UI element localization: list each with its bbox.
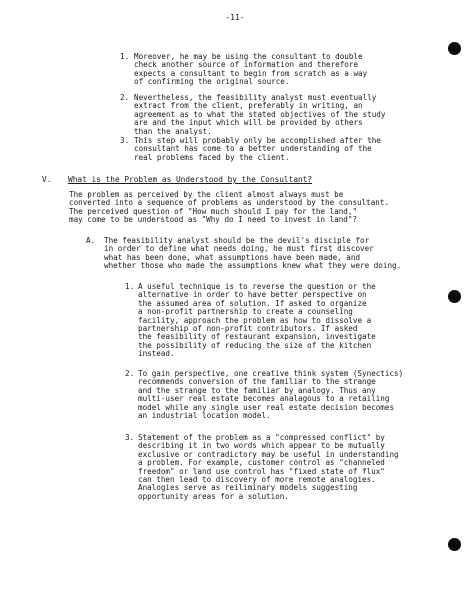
text-line: may come to be understood as "Why do I need to invest in land"? bbox=[69, 215, 358, 225]
punch-hole-middle bbox=[448, 290, 461, 303]
text-line: partnership of non-profit contributors. If asked bbox=[138, 324, 358, 334]
text-line: freedom" or land use control has "fixed state of flux" bbox=[138, 466, 385, 476]
list-item-number: 3. bbox=[125, 433, 135, 442]
list-item bbox=[138, 434, 399, 501]
list-item bbox=[134, 137, 381, 162]
text-line: can then lead to discovery of more remote analogies. bbox=[138, 475, 376, 485]
text-line: alternative in order to have better perspective on bbox=[138, 290, 367, 300]
list-item-number: 2. bbox=[125, 369, 135, 378]
text-line: a non-profit partnership to create a counseling bbox=[138, 307, 353, 317]
text-line: The problem as perceived by the client almost always must be bbox=[69, 190, 344, 199]
list-item-number: 1. bbox=[120, 52, 130, 61]
text-line: check another source of information and therefore bbox=[134, 60, 359, 70]
text-line: an industrial location model. bbox=[138, 411, 271, 421]
section-title: What is the Problem as Understood by the Consultant? bbox=[68, 175, 313, 184]
text-line: whether those who made the assumptions knew what they were doing. bbox=[104, 261, 402, 271]
text-line: the assumed area of solution. If asked to organize bbox=[138, 298, 367, 308]
text-line: converted into a sequence of problems as understood by the consultant. bbox=[69, 198, 390, 208]
text-line: To gain perspective, one creative think system (Synectics) bbox=[138, 369, 404, 378]
list-item bbox=[138, 370, 403, 420]
text-line: agreement as to what the stated objectives of the study bbox=[134, 109, 386, 119]
subsection-letter: A. bbox=[86, 236, 96, 245]
text-line: This step will probably only be accomplished after the bbox=[134, 136, 381, 145]
list-item bbox=[134, 94, 385, 136]
text-line: are and the input which will be provided by others bbox=[134, 118, 363, 128]
list-item-number: 3. bbox=[120, 136, 130, 145]
text-line: Moreover, he may be using the consultant to double bbox=[134, 52, 363, 61]
text-line: opportunity areas for a solution. bbox=[138, 491, 289, 501]
punch-hole-bottom bbox=[448, 538, 461, 551]
text-line: what has been done, what assumptions have been made, and bbox=[104, 252, 361, 262]
text-line: in order to define what needs doing, he must first discover bbox=[104, 244, 374, 254]
punch-hole-top bbox=[448, 42, 461, 55]
text-line: the possibility of reducing the size of the kitchen bbox=[138, 340, 372, 350]
text-line: recommends conversion of the familiar to the strange bbox=[138, 377, 376, 387]
section-paragraph bbox=[69, 191, 389, 225]
text-line: extract from the client, preferably in writing, an bbox=[134, 101, 363, 111]
text-line: expects a consultant to begin from scratch as a way bbox=[134, 68, 368, 78]
text-line: consultant has come to a better understanding of the bbox=[134, 144, 372, 154]
text-line: the feasibility of restaurant expansion, investigate bbox=[138, 332, 376, 342]
text-line: model while any single user real estate decision becomes bbox=[138, 402, 395, 412]
text-line: Nevertheless, the feasibility analyst must eventually bbox=[134, 93, 377, 102]
list-item-number: 1. bbox=[125, 282, 135, 291]
text-line: than the analyst. bbox=[134, 126, 212, 136]
text-line: A useful technique is to reverse the question or the bbox=[138, 282, 376, 291]
text-line: The feasibility analyst should be the devil's disciple for bbox=[104, 236, 370, 245]
section-numeral: V. bbox=[42, 175, 52, 184]
text-line: Statement of the problem as a "compressed conflict" by bbox=[138, 433, 385, 442]
text-line: a problem. For example, customer control as "channeled bbox=[138, 458, 385, 468]
section-heading bbox=[42, 175, 313, 184]
list-item-number: 2. bbox=[120, 93, 130, 102]
text-line: The perceived question of "How much should I pay for the land," bbox=[69, 206, 358, 216]
list-item bbox=[138, 283, 376, 359]
text-line: Analogies serve as reiliminary models suggesting bbox=[138, 483, 358, 493]
text-line: and the strange to the familiar by analogy. Thus any bbox=[138, 385, 376, 395]
text-line: real problems faced by the client. bbox=[134, 152, 290, 162]
list-item bbox=[134, 53, 367, 87]
text-line: exclusive or contradictory may be useful in understanding bbox=[138, 449, 399, 459]
text-line: instead. bbox=[138, 349, 175, 359]
page-number: -11- bbox=[225, 13, 245, 22]
text-line: describing it in two words which appear to be mutually bbox=[138, 441, 385, 451]
text-line: facility, approach the problem as how to dissolve a bbox=[138, 315, 372, 325]
text-line: multi-user real estate becomes analagous to a retailing bbox=[138, 394, 390, 404]
text-line: of confirming the original source. bbox=[134, 77, 290, 87]
subsection-paragraph bbox=[104, 237, 401, 271]
